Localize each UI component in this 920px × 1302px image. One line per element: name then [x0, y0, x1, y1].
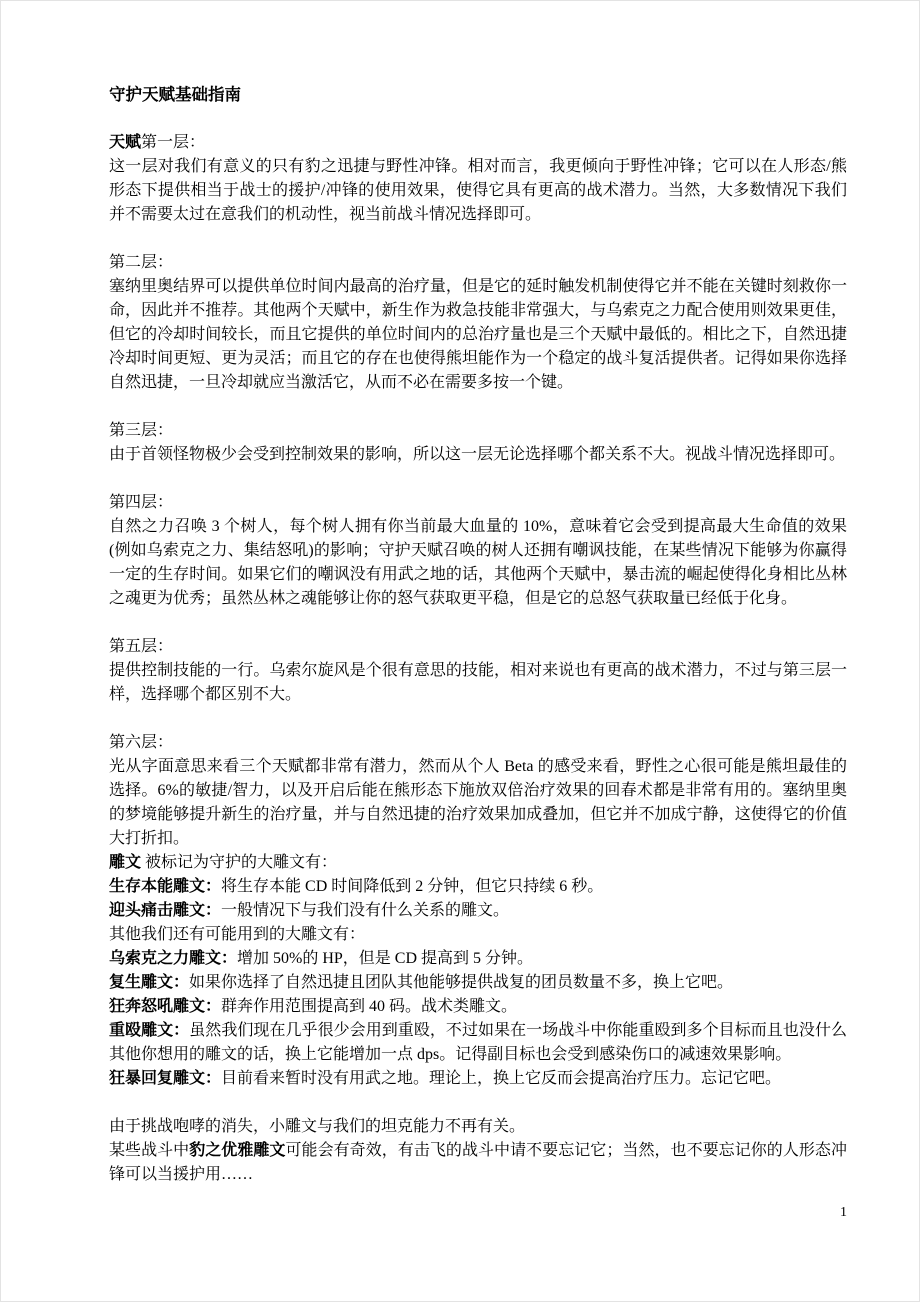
text: 群奔作用范围提高到 40 码。战术类雕文。 [221, 998, 518, 1015]
bold-text: 乌索克之力雕文： [109, 950, 238, 967]
heading-tier-4 [109, 491, 847, 515]
glyph-rebirth [109, 971, 847, 995]
text: 可能会有奇效，有击飞的战斗中请不要忘记它；当然，也不要忘记你的人形态冲锋可以当援护用…… [109, 1142, 847, 1183]
glyph-stampeding-roar [109, 995, 847, 1019]
heading-tier-1 [109, 131, 847, 155]
page-number: 1 [840, 1205, 847, 1220]
heading-tier-2 [109, 251, 847, 275]
bold-text: 狂奔怒吼雕文： [109, 998, 222, 1015]
text: 光从字面意思来看三个天赋都非常有潜力，然而从个人 Beta 的感受来看，野性之心很可能是熊坦最佳的选择。6%的敏捷/智力，以及开启后能在熊形态下施放双倍治疗效果的回春术都是非常有用的。塞纳里奥的梦境能够提升新生的治疗量，并与自然迅捷的治疗效果加成叠加，但它并不加成宁静，这使得它的价值大打折扣。 [109, 758, 847, 847]
glyph-survival-instincts [109, 875, 847, 899]
heading-tier-6 [109, 731, 847, 755]
glyph-section-intro [109, 851, 847, 875]
document-body [109, 131, 847, 1187]
text: 第一层： [141, 134, 206, 151]
text: 第二层： [109, 254, 174, 271]
text: 如果你选择了自然迅捷且团队其他能够提供战复的团员数量不多，换上它吧。 [189, 974, 734, 991]
para-tier-3 [109, 443, 847, 467]
para-tier-1 [109, 155, 847, 227]
glyph-might-of-ursoc [109, 947, 847, 971]
para-tier-4 [109, 515, 847, 611]
text: 自然之力召唤 3 个树人，每个树人拥有你当前最大血量的 10%，意味着它会受到提高最大生命值的效果(例如乌索克之力、集结怒吼)的影响；守护天赋召唤的树人还拥有嘲讽技能，在某些情况下能够为你赢得一定的生存时间。如果它们的嘲讽没有用武之地的话，其他两个天赋中，暴击流的崛起使得化身相比丛林之魂更为优秀；虽然丛林之魂能够让你的怒气获取更平稳，但是它的总怒气获取量已经低于化身。 [109, 518, 847, 607]
bold-text: 迎头痛击雕文： [109, 902, 222, 919]
para-tier-2 [109, 275, 847, 395]
note-challenging-roar [109, 1115, 847, 1139]
text: 第六层： [109, 734, 174, 751]
text: 这一层对我们有意义的只有豹之迅捷与野性冲锋。相对而言，我更倾向于野性冲锋；它可以在人形态/熊形态下提供相当于战士的援护/冲锋的使用效果，使得它具有更高的战术潜力。当然，大多数情况下我们并不需要太过在意我们的机动性，视当前战斗情况选择即可。 [109, 158, 847, 223]
note-minor-glyphs [109, 1139, 847, 1187]
text: 一般情况下与我们没有什么关系的雕文。 [221, 902, 510, 919]
text: 虽然我们现在几乎很少会用到重殴，不过如果在一场战斗中你能重殴到多个目标而且也没什么其他你想用的雕文的话，换上它能增加一点 dps。记得副目标也会受到感染伤口的减速效果影响。 [109, 1022, 847, 1063]
text: 将生存本能 CD 时间降低到 2 分钟，但它只持续 6 秒。 [221, 878, 604, 895]
text: 由于首领怪物极少会受到控制效果的影响，所以这一层无论选择哪个都关系不大。视战斗情况选择即可。 [109, 446, 846, 463]
bold-text: 天赋 [109, 134, 142, 151]
text: 第三层： [109, 422, 174, 439]
bold-text: 复生雕文： [109, 974, 190, 991]
text: 被标记为守护的大雕文有： [141, 854, 338, 871]
text: 某些战斗中 [109, 1142, 190, 1159]
bold-text: 雕文 [109, 854, 142, 871]
text: 第五层： [109, 638, 174, 655]
text: 目前看来暂时没有用武之地。理论上，换上它反而会提高治疗压力。忘记它吧。 [221, 1070, 782, 1087]
bold-text: 豹之优雅雕文 [189, 1142, 286, 1159]
glyph-other-intro [109, 923, 847, 947]
text: 其他我们还有可能用到的大雕文有： [109, 926, 366, 943]
heading-tier-3 [109, 419, 847, 443]
document-title: 守护天赋基础指南 [109, 85, 241, 104]
heading-tier-5 [109, 635, 847, 659]
text: 第四层： [109, 494, 174, 511]
text: 增加 50%的 HP，但是 CD 提高到 5 分钟。 [237, 950, 534, 967]
text: 提供控制技能的一行。乌索尔旋风是个很有意思的技能，相对来说也有更高的战术潜力，不过与第三层一样，选择哪个都区别不大。 [109, 662, 847, 703]
para-tier-5 [109, 659, 847, 707]
glyph-frenzied-regeneration [109, 1067, 847, 1091]
bold-text: 重殴雕文： [109, 1022, 190, 1039]
glyph-maul [109, 1019, 847, 1067]
bold-text: 狂暴回复雕文： [109, 1070, 222, 1087]
text: 由于挑战咆哮的消失，小雕文与我们的坦克能力不再有关。 [109, 1118, 526, 1135]
para-tier-6 [109, 755, 847, 851]
text: 塞纳里奥结界可以提供单位时间内最高的治疗量，但是它的延时触发机制使得它并不能在关键时刻救你一命，因此并不推荐。其他两个天赋中，新生作为救急技能非常强大，与乌索克之力配合使用则效果更佳，但它的冷却时间较长，而且它提供的单位时间内的总治疗量也是三个天赋中最低的。相比之下，自然迅捷冷却时间更短、更为灵活；而且它的存在也使得熊坦能作为一个稳定的战斗复活提供者。记得如果你选择自然迅捷，一旦冷却就应当激活它，从而不必在需要多按一个键。 [109, 278, 847, 391]
bold-text: 生存本能雕文： [109, 878, 222, 895]
glyph-skull-bash [109, 899, 847, 923]
